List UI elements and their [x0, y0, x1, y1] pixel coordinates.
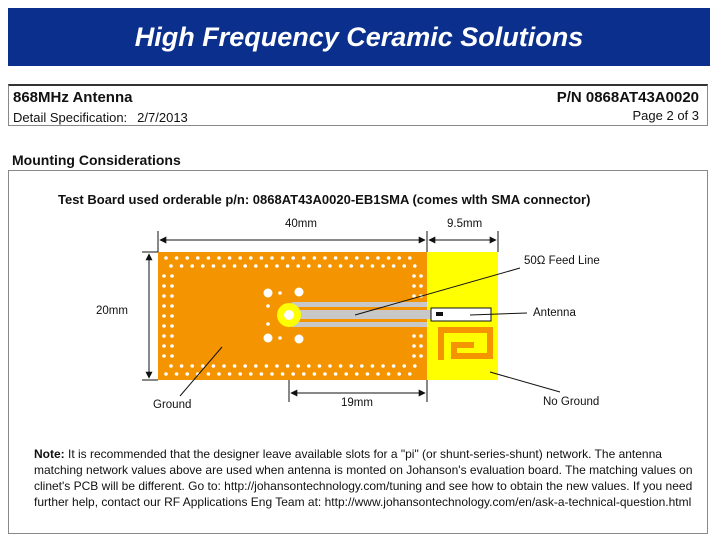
via-hole: [334, 372, 338, 376]
via-hole: [387, 256, 391, 260]
via-hole: [243, 364, 247, 368]
via-hole: [381, 364, 385, 368]
via-hole: [170, 284, 174, 288]
via-hole: [302, 372, 306, 376]
feed-line-lower: [292, 322, 427, 327]
via-hole: [318, 364, 322, 368]
via-hole: [412, 344, 416, 348]
via-hole: [162, 334, 166, 338]
via-hole: [339, 364, 343, 368]
via-hole: [162, 274, 166, 278]
sma-hole-bottom-left: [264, 334, 273, 343]
via-hole: [412, 354, 416, 358]
via-hole: [349, 364, 353, 368]
via-hole: [249, 256, 253, 260]
sma-hole-bottom-right: [295, 335, 304, 344]
via-hole: [217, 256, 221, 260]
via-hole: [217, 372, 221, 376]
via-hole: [270, 372, 274, 376]
via-hole: [260, 372, 264, 376]
via-hole: [164, 256, 168, 260]
via-hole: [162, 304, 166, 308]
via-hole: [212, 364, 216, 368]
via-hole: [228, 372, 232, 376]
section-title: Mounting Considerations: [12, 152, 181, 168]
via-hole: [222, 364, 226, 368]
antenna-label: Antenna: [533, 307, 576, 319]
via-hole: [339, 264, 343, 268]
via-hole: [196, 256, 200, 260]
sma-center: [284, 310, 294, 320]
via-hole: [371, 264, 375, 268]
page-number: Page 2 of 3: [632, 108, 699, 123]
via-hole: [376, 256, 380, 260]
via-hole: [180, 264, 184, 268]
via-hole: [254, 364, 258, 368]
via-hole: [233, 264, 237, 268]
via-hole: [162, 284, 166, 288]
via-hole: [170, 274, 174, 278]
note-text: It is recommended that the designer leave available slots for a "pi" (or shunt-series-shunt) network. The antenna matching network values above are used when antenna is monted on Johanson's evaluation board. The matching values on clinet's PCB will be different. Go to: http://johansontechnology.com/tuning and see how to obtain the new values. If you need further help, contact our RF Applications Eng Team at: http://www.johansontechnology.com/en/ask-a-technical-question.html: [34, 447, 693, 509]
via-hole: [278, 336, 282, 340]
no-ground-label: No Ground: [543, 396, 600, 408]
via-hole: [169, 264, 173, 268]
via-hole: [419, 334, 423, 338]
via-hole: [419, 274, 423, 278]
via-hole: [233, 364, 237, 368]
via-hole: [419, 344, 423, 348]
via-hole: [307, 364, 311, 368]
part-number: P/N 0868AT43A0020: [556, 89, 699, 106]
dim-height-label: 20mm: [96, 305, 128, 317]
via-hole: [360, 364, 364, 368]
via-hole: [412, 284, 416, 288]
via-hole: [307, 264, 311, 268]
via-hole: [392, 264, 396, 268]
via-hole: [328, 264, 332, 268]
via-hole: [419, 284, 423, 288]
via-hole: [408, 372, 412, 376]
via-hole: [302, 256, 306, 260]
feed-line-center: [292, 310, 432, 319]
via-hole: [260, 256, 264, 260]
via-hole: [162, 324, 166, 328]
via-hole: [175, 372, 179, 376]
via-hole: [402, 264, 406, 268]
via-hole: [291, 256, 295, 260]
via-hole: [170, 314, 174, 318]
via-hole: [266, 304, 270, 308]
via-hole: [366, 372, 370, 376]
via-hole: [249, 372, 253, 376]
ground-label: Ground: [153, 399, 192, 411]
via-hole: [170, 294, 174, 298]
via-hole: [323, 372, 327, 376]
via-hole: [334, 256, 338, 260]
via-hole: [413, 264, 417, 268]
via-hole: [328, 364, 332, 368]
feed-line: [292, 302, 427, 307]
via-hole: [281, 256, 285, 260]
no-ground-leader: [490, 372, 560, 392]
via-hole: [162, 314, 166, 318]
via-hole: [397, 372, 401, 376]
via-hole: [286, 364, 290, 368]
via-hole: [281, 372, 285, 376]
via-hole: [270, 256, 274, 260]
via-hole: [254, 264, 258, 268]
via-hole: [397, 256, 401, 260]
via-hole: [228, 256, 232, 260]
via-hole: [190, 264, 194, 268]
via-hole: [170, 304, 174, 308]
via-hole: [412, 294, 416, 298]
via-hole: [355, 372, 359, 376]
dim-width-label: 40mm: [285, 218, 317, 230]
via-hole: [376, 372, 380, 376]
via-hole: [291, 372, 295, 376]
via-hole: [296, 264, 300, 268]
via-hole: [162, 294, 166, 298]
via-hole: [170, 324, 174, 328]
via-hole: [412, 334, 416, 338]
via-hole: [349, 264, 353, 268]
via-hole: [238, 256, 242, 260]
dim-line-label: 19mm: [341, 397, 373, 409]
via-hole: [201, 264, 205, 268]
via-hole: [278, 291, 282, 295]
via-hole: [387, 372, 391, 376]
via-hole: [265, 264, 269, 268]
via-hole: [212, 264, 216, 268]
via-hole: [313, 256, 317, 260]
sma-hole-top-right: [295, 288, 304, 297]
via-hole: [323, 256, 327, 260]
via-hole: [238, 372, 242, 376]
via-hole: [313, 372, 317, 376]
via-hole: [318, 264, 322, 268]
via-hole: [381, 264, 385, 268]
note-label: Note:: [34, 447, 65, 461]
via-hole: [190, 364, 194, 368]
via-hole: [344, 256, 348, 260]
via-hole: [296, 364, 300, 368]
via-hole: [412, 274, 416, 278]
via-hole: [419, 354, 423, 358]
via-hole: [162, 354, 166, 358]
via-hole: [366, 256, 370, 260]
via-hole: [408, 256, 412, 260]
via-hole: [170, 344, 174, 348]
diagram-title: Test Board used orderable p/n: 0868AT43A0020-EB1SMA (comes wlth SMA connector): [58, 192, 591, 207]
product-name: 868MHz Antenna: [13, 89, 133, 106]
detail-label: Detail Specification:: [13, 110, 128, 125]
header-title: High Frequency Ceramic Solutions: [134, 21, 584, 52]
via-hole: [207, 372, 211, 376]
via-hole: [207, 256, 211, 260]
via-hole: [185, 372, 189, 376]
via-hole: [243, 264, 247, 268]
detail-date: 2/7/2013: [137, 110, 188, 125]
via-hole: [344, 372, 348, 376]
via-hole: [392, 364, 396, 368]
via-hole: [170, 334, 174, 338]
via-hole: [355, 256, 359, 260]
via-hole: [275, 264, 279, 268]
via-hole: [164, 372, 168, 376]
antenna-chip-pad: [436, 312, 443, 316]
via-hole: [175, 256, 179, 260]
via-hole: [265, 364, 269, 368]
via-hole: [169, 364, 173, 368]
via-hole: [371, 364, 375, 368]
sma-hole-top-left: [264, 289, 273, 298]
via-hole: [222, 264, 226, 268]
via-hole: [286, 264, 290, 268]
dim-extension-label: 9.5mm: [447, 218, 483, 230]
via-hole: [162, 344, 166, 348]
via-hole: [185, 256, 189, 260]
via-hole: [413, 364, 417, 368]
via-hole: [180, 364, 184, 368]
via-hole: [170, 354, 174, 358]
via-hole: [275, 364, 279, 368]
via-hole: [402, 364, 406, 368]
via-hole: [360, 264, 364, 268]
via-hole: [266, 322, 270, 326]
note-paragraph: [34, 446, 694, 510]
feed-line-label: 50Ω Feed Line: [524, 255, 600, 267]
